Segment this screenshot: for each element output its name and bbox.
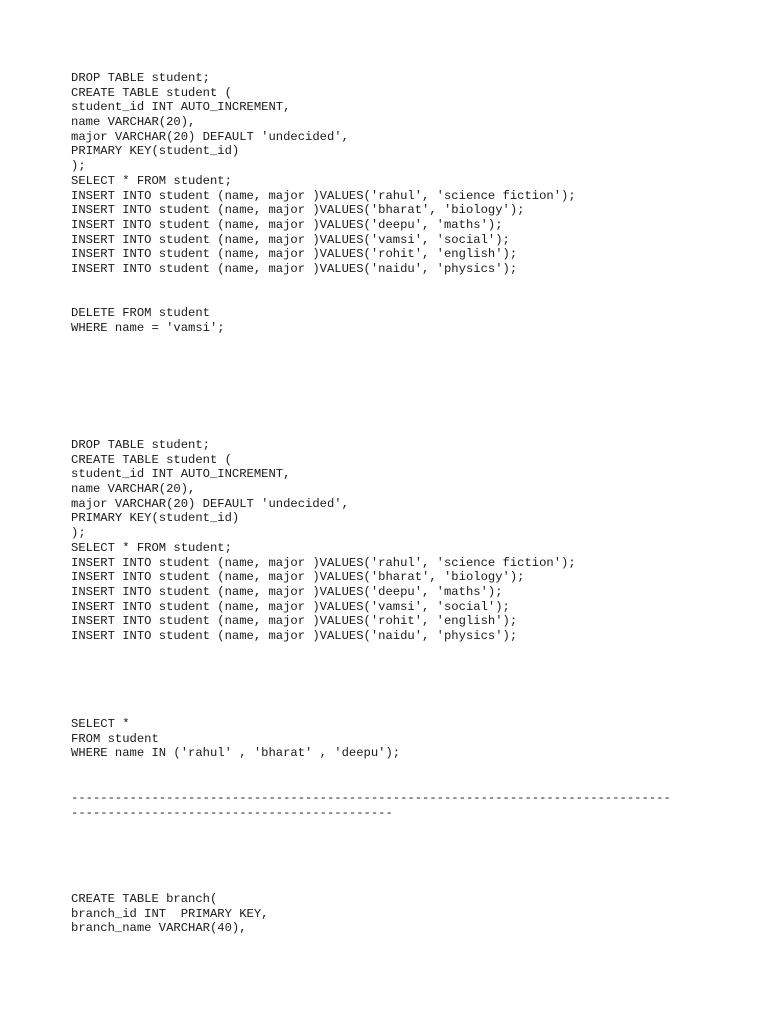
code-line: major VARCHAR(20) DEFAULT 'undecided', [71, 129, 349, 144]
code-line: CREATE TABLE student ( [71, 85, 232, 100]
code-line: SELECT * FROM student; [71, 173, 232, 188]
code-line: name VARCHAR(20), [71, 482, 196, 497]
separator-line: ---------------------------------------------------------------------------------- [71, 791, 671, 805]
code-line: student_id INT AUTO_INCREMENT, [71, 100, 291, 115]
code-line: FROM student [71, 731, 159, 746]
code-line: INSERT INTO student (name, major )VALUES('deepu', 'maths'); [71, 584, 503, 599]
code-line: INSERT INTO student (name, major )VALUES('rohit', 'english'); [71, 614, 518, 629]
code-line: INSERT INTO student (name, major )VALUES('rahul', 'science fiction'); [71, 555, 576, 570]
sql-block-student-setup [71, 71, 576, 277]
code-line: INSERT INTO student (name, major )VALUES('vamsi', 'social'); [71, 232, 510, 247]
code-line: SELECT * [71, 717, 130, 731]
code-line: ); [71, 526, 86, 541]
sql-block-delete [71, 306, 225, 335]
code-line: INSERT INTO student (name, major )VALUES('deepu', 'maths'); [71, 217, 503, 232]
code-line: DELETE FROM student [71, 306, 210, 320]
code-line: INSERT INTO student (name, major )VALUES('bharat', 'biology'); [71, 570, 525, 585]
code-line: INSERT INTO student (name, major )VALUES('naidu', 'physics'); [71, 261, 518, 276]
code-line: branch_name VARCHAR(40), [71, 921, 247, 936]
code-line: DROP TABLE student; [71, 71, 210, 85]
code-line: INSERT INTO student (name, major )VALUES('vamsi', 'social'); [71, 599, 510, 614]
code-line: major VARCHAR(20) DEFAULT 'undecided', [71, 496, 349, 511]
code-line: name VARCHAR(20), [71, 115, 196, 130]
code-line: SELECT * FROM student; [71, 540, 232, 555]
code-line: PRIMARY KEY(student_id) [71, 144, 240, 159]
code-line: CREATE TABLE student ( [71, 452, 232, 467]
sql-block-create-branch [71, 892, 268, 936]
code-line: branch_id INT PRIMARY KEY, [71, 906, 269, 921]
code-line: ); [71, 159, 86, 174]
code-line: DROP TABLE student; [71, 438, 210, 452]
separator-line: -------------------------------------------- [71, 805, 393, 820]
dashed-separator [71, 791, 671, 820]
sql-block-student-setup-repeat [71, 438, 576, 644]
code-line: WHERE name = 'vamsi'; [71, 320, 225, 335]
sql-block-select-in [71, 717, 400, 761]
code-line: PRIMARY KEY(student_id) [71, 511, 240, 526]
code-line: student_id INT AUTO_INCREMENT, [71, 467, 291, 482]
code-line: INSERT INTO student (name, major )VALUES('bharat', 'biology'); [71, 203, 525, 218]
code-line: INSERT INTO student (name, major )VALUES('rahul', 'science fiction'); [71, 188, 576, 203]
code-line: INSERT INTO student (name, major )VALUES('rohit', 'english'); [71, 247, 518, 262]
code-line: WHERE name IN ('rahul' , 'bharat' , 'deepu'); [71, 746, 401, 761]
code-line: CREATE TABLE branch( [71, 892, 218, 906]
code-line: INSERT INTO student (name, major )VALUES('naidu', 'physics'); [71, 628, 518, 643]
